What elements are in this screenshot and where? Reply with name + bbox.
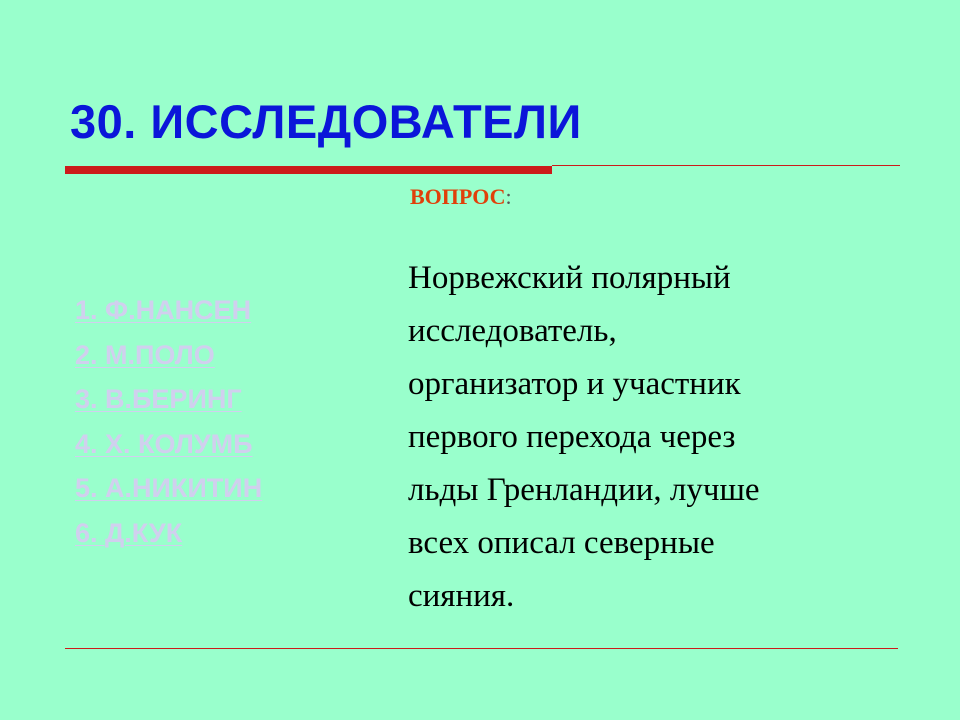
answer-option-3[interactable]: 3. В.БЕРИНГ (75, 384, 242, 414)
answer-option-1[interactable]: 1. Ф.НАНСЕН (75, 295, 252, 325)
answer-option-6[interactable]: 6. Д.КУК (75, 517, 183, 548)
title-underline-thick (65, 166, 552, 174)
answer-option-4[interactable]: 4. Х. КОЛУМБ (75, 428, 253, 459)
answer-list (75, 288, 262, 555)
question-label-colon: : (505, 184, 512, 209)
question-line: исследователь, (408, 313, 617, 349)
question-line: организатор и участник (408, 366, 741, 402)
question-line: льды Гренландии, лучше (408, 472, 760, 508)
question-label (410, 184, 512, 210)
question-line: Норвежский полярный (408, 260, 731, 296)
bottom-divider (65, 648, 898, 649)
title-underline-thin (552, 165, 900, 166)
slide-title: 30. ИССЛЕДОВАТЕЛИ (70, 95, 582, 148)
answer-option-2[interactable]: 2. М.ПОЛО (75, 339, 215, 370)
answer-option-5[interactable]: 5. А.НИКИТИН (75, 473, 263, 503)
question-line: первого перехода через (408, 419, 736, 455)
question-line: сияния. (408, 578, 515, 614)
question-label-word: ВОПРОС (410, 184, 506, 209)
question-text (408, 252, 878, 623)
question-line: всех описал северные (408, 525, 715, 561)
